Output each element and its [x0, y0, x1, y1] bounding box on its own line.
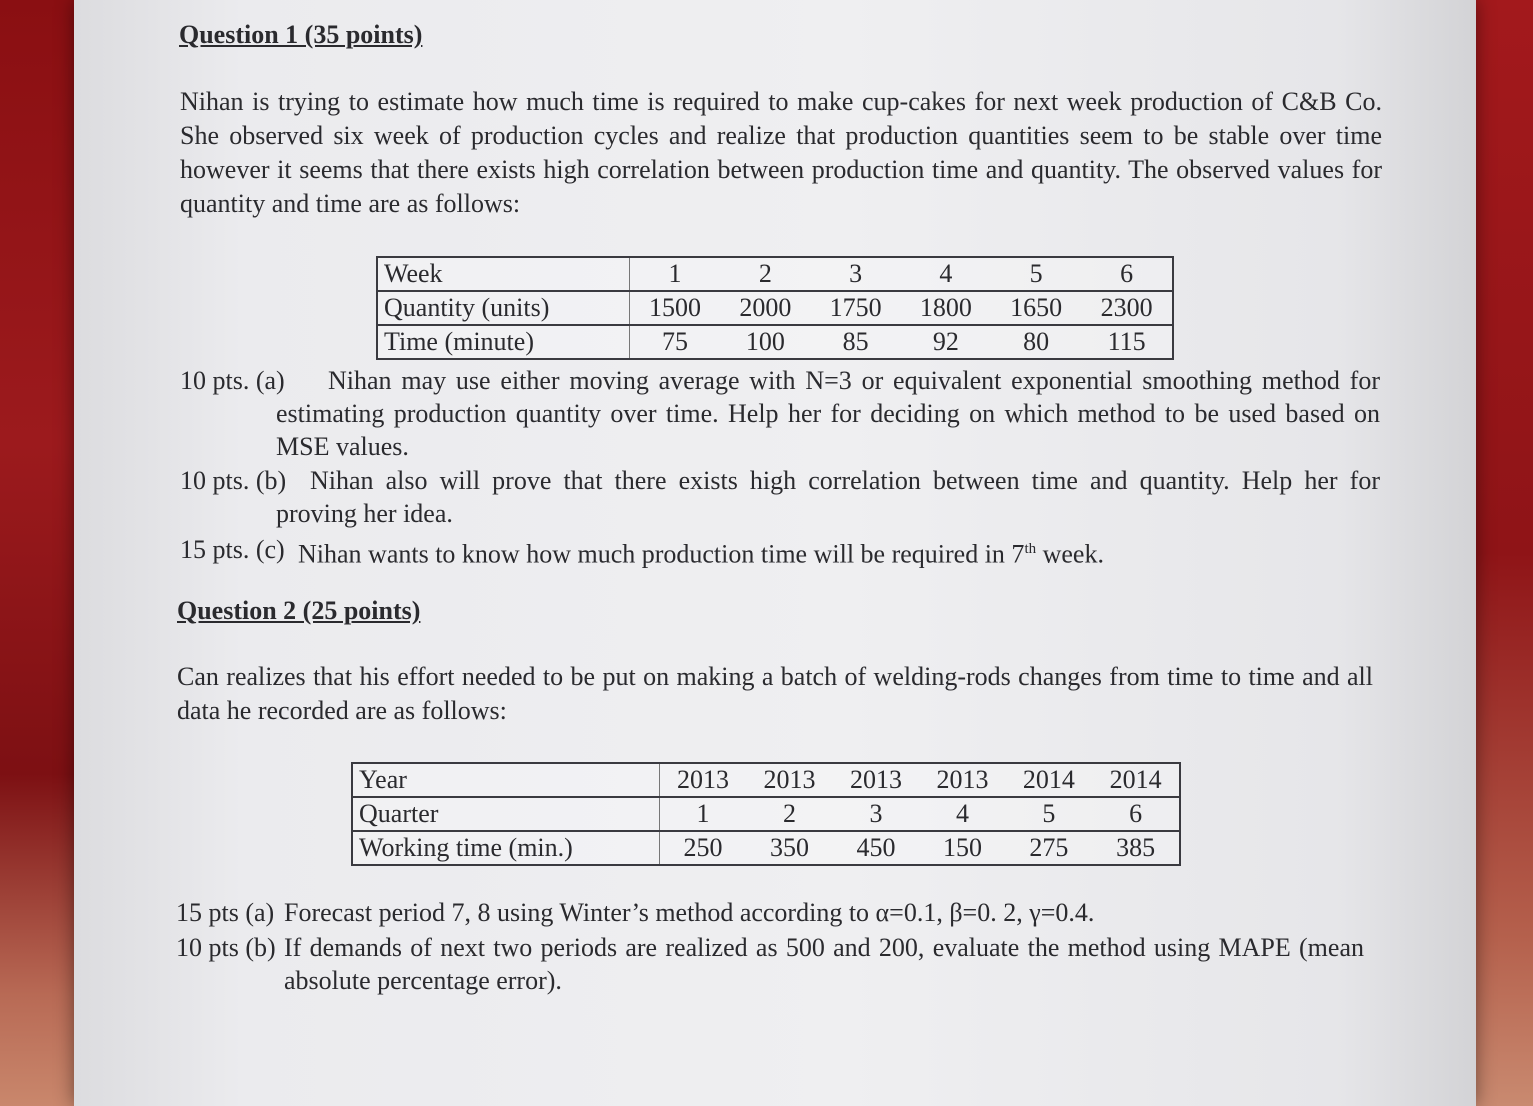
table-cell: 2013: [919, 763, 1005, 797]
table-cell: 3: [833, 797, 919, 831]
q2-part-b-text: If demands of next two periods are realized as 500 and 200, evaluate the method using MAPE (mean absolute percentage error).: [284, 933, 1364, 995]
table-cell: 1750: [811, 291, 901, 325]
table-row: [352, 763, 1180, 797]
q1-part-c-text: [298, 533, 1104, 571]
table-cell: 2: [720, 257, 810, 291]
table-row: [352, 797, 1180, 831]
table-row-label: Quarter: [352, 797, 659, 831]
table-row: [377, 291, 1173, 325]
table-cell: 6: [1081, 257, 1173, 291]
q1-part-a-text: Nihan may use either moving average with N=3 or equivalent exponential smoothing method for estimating production quantity over time. Help her for deciding on which method to be used based on MSE values.: [276, 366, 1380, 461]
table-cell: 100: [720, 325, 810, 359]
table-cell: 1800: [901, 291, 991, 325]
q2-data-table: [351, 762, 1181, 866]
q2-part-b: [176, 931, 1376, 1003]
q1-data-table: [376, 256, 1174, 360]
table-row-label: Working time (min.): [352, 831, 659, 865]
table-cell: 75: [629, 325, 720, 359]
table-cell: 2013: [833, 763, 919, 797]
q1-intro: Nihan is trying to estimate how much time is required to make cup-cakes for next week production of C&B Co. She observed six week of production cycles and realize that production quantities seem to be stable over time however it seems that there exists high correlation between production time and quantity. The observed values for quantity and time are as follows:: [180, 87, 1382, 218]
table-row-label: Quantity (units): [377, 291, 629, 325]
table-cell: 1500: [629, 291, 720, 325]
table-cell: 1: [659, 797, 746, 831]
table-cell: 150: [919, 831, 1005, 865]
table-cell: 115: [1081, 325, 1173, 359]
table-cell: 1650: [991, 291, 1081, 325]
table-cell: 2000: [720, 291, 810, 325]
table-cell: 250: [659, 831, 746, 865]
q1-part-c-text-after: week.: [1036, 539, 1104, 569]
table-cell: 2: [746, 797, 832, 831]
table-cell: 1: [629, 257, 720, 291]
table-row-label: Week: [377, 257, 629, 291]
table-cell: 2014: [1092, 763, 1180, 797]
table-row-label: Year: [352, 763, 659, 797]
q1-part-b: [180, 464, 1380, 530]
exam-paper: [74, 0, 1476, 1106]
q2-part-a-points: 15 pts (a): [176, 898, 275, 927]
q2-part-a-text: Forecast period 7, 8 using Winter’s method according to α=0.1, β=0. 2, γ=0.4.: [284, 898, 1095, 927]
table-cell: 80: [991, 325, 1081, 359]
table-cell: 5: [991, 257, 1081, 291]
table-cell: 2300: [1081, 291, 1173, 325]
table-cell: 2013: [659, 763, 746, 797]
table-cell: 92: [901, 325, 991, 359]
table-row: [352, 831, 1180, 865]
table-cell: 3: [811, 257, 901, 291]
table-row-label: Time (minute): [377, 325, 629, 359]
q1-part-c-points: 15 pts. (c): [180, 535, 285, 564]
table-cell: 4: [901, 257, 991, 291]
q1-heading: Question 1 (35 points): [179, 20, 423, 49]
table-cell: 350: [746, 831, 832, 865]
table-row: [377, 325, 1173, 359]
q2-heading: Question 2 (25 points): [177, 596, 421, 625]
q1-part-b-points: 10 pts. (b): [180, 466, 287, 495]
table-cell: 275: [1006, 831, 1092, 865]
table-cell: 2014: [1006, 763, 1092, 797]
table-cell: 4: [919, 797, 1005, 831]
table-cell: 6: [1092, 797, 1180, 831]
table-cell: 450: [833, 831, 919, 865]
q1-part-a: [180, 364, 1380, 464]
table-cell: 385: [1092, 831, 1180, 865]
table-row: [377, 257, 1173, 291]
table-cell: 85: [811, 325, 901, 359]
table-cell: 5: [1006, 797, 1092, 831]
q1-part-a-points: 10 pts. (a): [180, 366, 285, 395]
q1-part-c: [180, 533, 1380, 567]
q1-part-c-text-before: Nihan wants to know how much production time will be required in 7: [298, 539, 1025, 569]
q2-intro: Can realizes that his effort needed to be put on making a batch of welding-rods changes from time to time and all data he recorded are as follows:: [177, 662, 1373, 725]
table-cell: 2013: [746, 763, 832, 797]
q1-part-b-text: Nihan also will prove that there exists high correlation between time and quantity. Help her for proving her idea.: [276, 466, 1380, 528]
q2-part-b-points: 10 pts (b): [176, 933, 276, 962]
q2-part-a: [176, 896, 1376, 930]
q1-part-c-superscript: th: [1024, 541, 1037, 557]
